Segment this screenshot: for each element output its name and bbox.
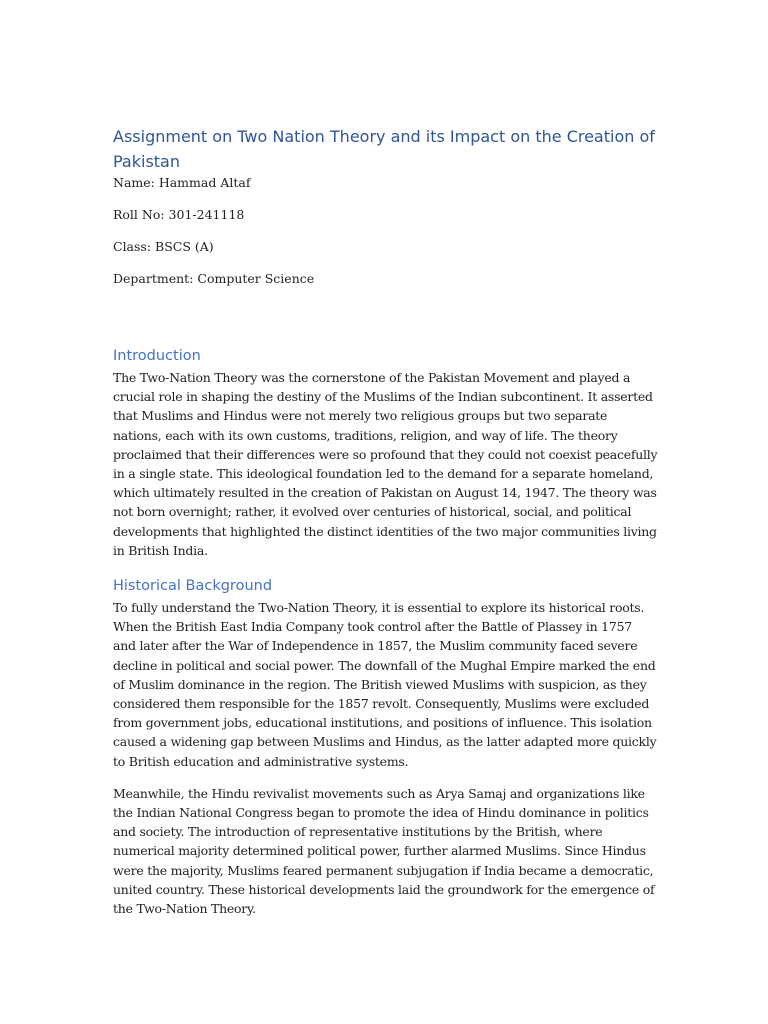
roll-number: Roll No: 301-241118 — [113, 207, 245, 222]
document-body — [113, 124, 658, 918]
class-info: Class: BSCS (A) — [113, 239, 214, 254]
introduction-heading: Introduction — [113, 348, 201, 364]
student-info — [113, 174, 658, 288]
department-info: Department: Computer Science — [113, 271, 315, 286]
introduction-paragraph: The Two-Nation Theory was the cornerstone of the Pakistan Movement and played a crucial role in shaping the destiny of the Muslims of the Indian subcontinent. It asserted that Muslims and Hindus were not merely two religious groups but two separate nations, each with its own customs, traditions, religion, and way of life. The theory proclaimed that their differences were so profound that they could not coexist peacefully in a single state. This ideological foundation led to the demand for a separate homeland, which ultimately resulted in the creation of Pakistan on August 14, 1947. The theory was not born overnight; rather, it evolved over centuries of historical, social, and political developments that highlighted the distinct identities of the two major communities living in British India. — [113, 370, 658, 558]
document-title: Assignment on Two Nation Theory and its Impact on the Creation of Pakistan — [113, 127, 655, 171]
historical-background-paragraph-2: Meanwhile, the Hindu revivalist movements such as Arya Samaj and organizations like the Indian National Congress began to promote the idea of Hindu dominance in politics and society. The introduction of representative institutions by the British, where numerical majority determined political power, further alarmed Muslims. Since Hindus were the majority, Muslims feared permanent subjugation if India became a democratic, united country. These historical developments laid the groundwork for the emergence of the Two-Nation Theory. — [113, 785, 655, 917]
historical-background-paragraph-1: To fully understand the Two-Nation Theory, it is essential to explore its historical roots. When the British East India Company took control after the Battle of Plassey in 1757 and later after the War of Independence in 1857, the Muslim community faced severe decline in political and social power. The downfall of the Mughal Empire marked the end of Muslim dominance in the region. The British viewed Muslims with suspicion, as they considered them responsible for the 1857 revolt. Consequently, Muslims were excluded from government jobs, educational institutions, and positions of influence. This isolation caused a widening gap between Muslims and Hindus, as the latter adapted more quickly to British education and administrative systems. — [113, 600, 657, 769]
historical-background-heading: Historical Background — [113, 578, 273, 595]
student-name: Name: Hammad Altaf — [113, 175, 251, 190]
